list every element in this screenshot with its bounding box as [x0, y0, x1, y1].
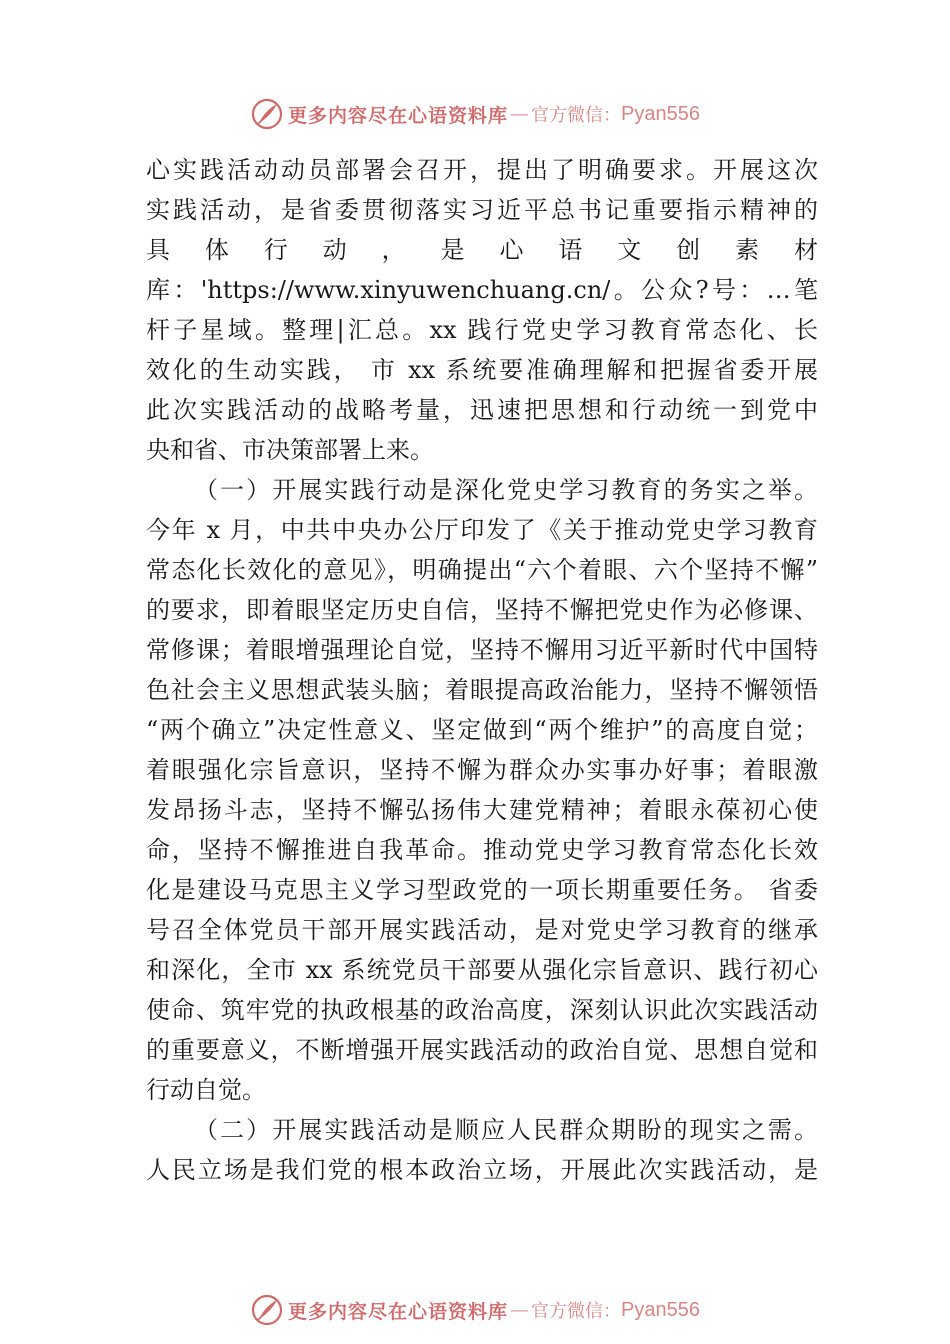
text-line: 心实践活动动员部署会召开，提出了明确要求。开展这次: [146, 156, 818, 184]
text-line: 命，坚持不懈推进自我革命。推动党史学习教育常态化长效: [146, 836, 818, 864]
text-line: 库：'https://www.xinyuwenchuang.cn/。公众?号：…笔: [146, 276, 818, 304]
banner-text: 更多内容尽在心语资料库: [288, 1300, 509, 1323]
text-line: 使命、筑牢党的执政根基的政治高度，深刻认识此次实践活动: [146, 996, 818, 1024]
feather-pen-logo-icon: [250, 1293, 284, 1327]
text-line: 的要求，即着眼坚定历史自信，坚持不懈把党史作为必修课、: [146, 596, 818, 624]
banner-wechat-id: Pyan556: [621, 1298, 700, 1321]
spread-char: 文: [617, 236, 642, 264]
text-line: “两个确立”决定性意义、坚定做到“两个维护”的高度自觉；: [146, 716, 818, 744]
banner-dash: —: [510, 103, 530, 125]
spread-char: 行: [263, 236, 288, 264]
text-line: 的重要意义，不断增强开展实践活动的政治自觉、思想自觉和: [146, 1036, 818, 1064]
spread-char: ，: [381, 236, 406, 264]
spread-char: 创: [676, 236, 701, 264]
spread-char: 体: [204, 236, 229, 264]
text-line: 发昂扬斗志，坚持不懈弘扬伟大建党精神；着眼永葆初心使: [146, 796, 818, 824]
text-line: 实践活动，是省委贯彻落实习近平总书记重要指示精神的: [146, 196, 818, 224]
header-banner: [0, 92, 950, 136]
text-line: 着眼强化宗旨意识，坚持不懈为群众办实事办好事；着眼激: [146, 756, 818, 784]
spread-char: 语: [558, 236, 583, 264]
spread-char: 素: [735, 236, 760, 264]
text-line: 常修课；着眼增强理论自觉，坚持不懈用习近平新时代中国特: [146, 636, 818, 664]
spread-char: 心: [499, 236, 524, 264]
text-line: 今年 x 月，中共中央办公厅印发了《关于推动党史学习教育: [146, 516, 818, 544]
text-line: 和深化，全市 xx 系统党员干部要从强化宗旨意识、践行初心: [146, 956, 818, 984]
banner-official-label: 官方微信：: [531, 105, 622, 126]
text-line: 号召全体党员干部开展实践活动，是对党史学习教育的继承: [146, 916, 818, 944]
text-line: 色社会主义思想武装头脑；着眼提高政治能力，坚持不懈领悟: [146, 676, 818, 704]
text-line: 常态化长效化的意见》，明确提出“六个着眼、六个坚持不懈”: [146, 556, 818, 584]
banner-text: 更多内容尽在心语资料库: [288, 104, 509, 127]
spread-char: 是: [440, 236, 465, 264]
banner-wechat-id: Pyan556: [621, 102, 700, 125]
document-body: [146, 150, 818, 1190]
text-line: 效化的生动实践， 市 xx 系统要准确理解和把握省委开展: [146, 356, 818, 384]
section-heading-2: （二）开展实践活动是顺应人民群众期盼的现实之需。: [194, 1116, 818, 1144]
text-line: 杆子星域。整理|汇总。xx 践行党史学习教育常态化、长: [146, 316, 818, 344]
spread-char: 具: [146, 236, 170, 264]
banner-dash: —: [510, 1299, 530, 1321]
spread-char: 动: [322, 236, 347, 264]
section-heading-1: （一）开展实践行动是深化党史学习教育的务实之举。: [194, 476, 818, 504]
text-line: 此次实践活动的战略考量，迅速把思想和行动统一到党中: [146, 396, 818, 424]
footer-banner: [0, 1288, 950, 1332]
text-line: 央和省、市决策部署上来。: [146, 436, 434, 464]
text-line-spread: [146, 230, 818, 270]
text-line: 人民立场是我们党的根本政治立场，开展此次实践活动，是: [146, 1156, 818, 1184]
feather-pen-logo-icon: [250, 97, 284, 131]
spread-char: 材: [793, 236, 818, 264]
banner-official-label: 官方微信：: [531, 1301, 622, 1322]
text-line: 行动自觉。: [146, 1076, 266, 1104]
text-line: 化是建设马克思主义学习型政党的一项长期重要任务。 省委: [146, 876, 818, 904]
